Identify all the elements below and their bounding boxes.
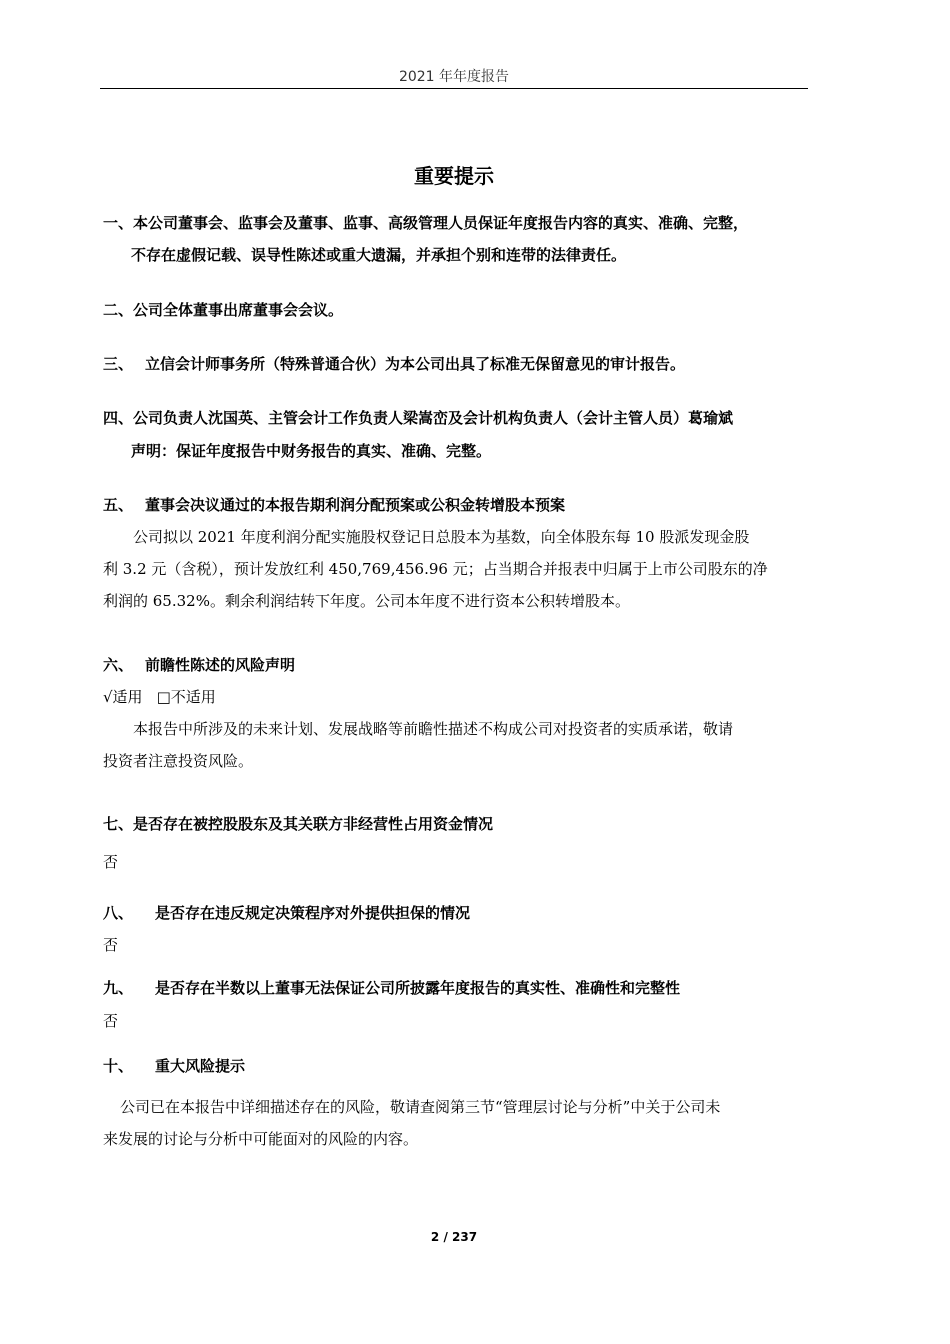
section-3	[103, 353, 685, 374]
section-10-paragraph-line-1: 公司已在本报告中详细描述存在的风险，敬请查阅第三节“管理层讨论与分析”中关于公司未	[120, 1098, 721, 1116]
not-applicable-option: □不适用	[156, 688, 216, 706]
section-5-number: 五、	[103, 496, 134, 514]
section-5-paragraph-line-2: 利 3.2 元（含税），预计发放红利 450,769,456.96 元；占当期合并报表中归属于上市公司股东的净	[103, 560, 768, 578]
section-5-heading-text: 董事会决议通过的本报告期利润分配预案或公积金转增股本预案	[145, 496, 566, 514]
section-6-number: 六、	[103, 656, 134, 674]
section-1-number: 一、	[103, 214, 134, 232]
section-5-heading	[103, 494, 565, 515]
section-10-paragraph-line-2: 来发展的讨论与分析中可能面对的风险的内容。	[103, 1130, 419, 1148]
section-5-paragraph-line-1: 公司拟以 2021 年度利润分配实施股权登记日总股本为基数，向全体股东每 10 股派发现金股	[133, 528, 750, 546]
section-5-paragraph-line-3: 利润的 65.32%。剩余利润结转下年度。公司本年度不进行资本公积转增股本。	[103, 592, 630, 610]
section-8-heading-text: 是否存在违反规定决策程序对外提供担保的情况	[155, 904, 471, 922]
section-9-answer: 否	[103, 1012, 119, 1030]
section-7-heading	[103, 813, 493, 834]
section-1	[103, 212, 748, 233]
section-9-heading	[103, 977, 680, 998]
section-2	[103, 299, 343, 320]
section-1-line-1: 本公司董事会、监事会及董事、监事、高级管理人员保证年度报告内容的真实、准确、完整，	[133, 214, 749, 232]
section-7-number: 七、	[103, 815, 134, 833]
header-divider	[100, 88, 808, 89]
section-9-number: 九、	[103, 979, 134, 997]
section-6-heading	[103, 654, 295, 675]
section-3-text: 立信会计师事务所（特殊普通合伙）为本公司出具了标准无保留意见的审计报告。	[145, 355, 686, 373]
section-4	[103, 407, 733, 428]
section-8-heading	[103, 902, 470, 923]
applicable-checked-option: √适用	[103, 688, 143, 706]
section-9-heading-text: 是否存在半数以上董事无法保证公司所披露年度报告的真实性、准确性和完整性	[155, 979, 681, 997]
section-2-number: 二、	[103, 301, 134, 319]
section-4-number: 四、	[103, 409, 134, 427]
section-3-number: 三、	[103, 355, 134, 373]
section-8-number: 八、	[103, 904, 134, 922]
section-4-line-2: 声明：保证年度报告中财务报告的真实、准确、完整。	[131, 442, 492, 460]
section-7-heading-text: 是否存在被控股股东及其关联方非经营性占用资金情况	[133, 815, 494, 833]
section-1-line-2: 不存在虚假记载、误导性陈述或重大遗漏，并承担个别和连带的法律责任。	[131, 246, 627, 264]
applicability-options	[103, 686, 216, 707]
section-6-heading-text: 前瞻性陈述的风险声明	[145, 656, 296, 674]
section-7-answer: 否	[103, 853, 119, 871]
section-10-heading-text: 重大风险提示	[155, 1057, 246, 1075]
page-header: 2021 年年度报告	[398, 69, 510, 85]
section-8-answer: 否	[103, 936, 119, 954]
section-10-heading	[103, 1055, 245, 1076]
section-6-paragraph-line-2: 投资者注意投资风险。	[103, 752, 254, 770]
section-6-paragraph-line-1: 本报告中所涉及的未来计划、发展战略等前瞻性描述不构成公司对投资者的实质承诺，敬请	[133, 720, 734, 738]
section-10-number: 十、	[103, 1057, 134, 1075]
page-title: 重要提示	[414, 164, 494, 188]
section-4-line-1: 公司负责人沈国英、主管会计工作负责人梁嵩峦及会计机构负责人（会计主管人员）葛瑜斌	[133, 409, 734, 427]
section-2-text: 公司全体董事出席董事会会议。	[133, 301, 344, 319]
page-number: 2 / 237	[430, 1230, 478, 1244]
